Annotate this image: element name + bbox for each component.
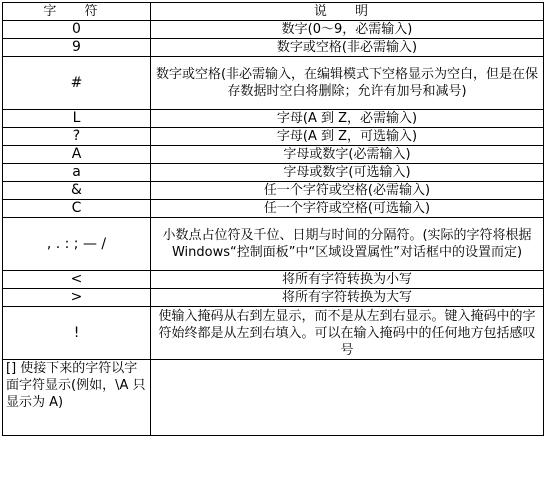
table-row [3,110,544,128]
table-row [3,164,544,182]
mask-char: ! [3,307,151,360]
mask-description: 字母或数字(必需输入) [151,146,544,164]
mask-char: 0 [3,21,151,39]
table-row [3,307,544,360]
mask-description: 使输入掩码从右到左显示，而不是从左到右显示。键入掩码中的字符始终都是从左到右填入。可以在输入掩码中的任何地方包括感叹号 [151,307,544,360]
header-char: 字 符 [3,3,151,21]
mask-char: L [3,110,151,128]
table-row [3,128,544,146]
mask-description: 数字或空格(非必需输入，在编辑模式下空格显示为空白，但是在保存数据时空白将删除；允许有加号和减号) [151,57,544,110]
mask-description: 字母(A 到 Z，必需输入) [151,110,544,128]
table-row [3,360,544,436]
table-row [3,218,544,271]
table-row [3,146,544,164]
mask-char: , . : ; — / [3,218,151,271]
mask-description: 将所有字符转换为大写 [151,289,544,307]
mask-description: 字母或数字(可选输入) [151,164,544,182]
table-row [3,57,544,110]
table-row [3,21,544,39]
mask-char: [] 使接下来的字符以字面字符显示(例如，\A 只显示为 A) [3,360,151,436]
table-row [3,39,544,57]
mask-char: ? [3,128,151,146]
table-header-row [3,3,544,21]
mask-char: # [3,57,151,110]
mask-char: A [3,146,151,164]
mask-description: 字母(A 到 Z，可选输入) [151,128,544,146]
mask-description: 任一个字符或空格(可选输入) [151,200,544,218]
mask-description: 任一个字符或空格(必需输入) [151,182,544,200]
mask-description: 小数点占位符及千位、日期与时间的分隔符。(实际的字符将根据 Windows“控制面板”中“区域设置属性”对话框中的设置而定) [151,218,544,271]
header-description: 说 明 [151,3,544,21]
table-row [3,182,544,200]
mask-char: a [3,164,151,182]
table-row [3,271,544,289]
mask-char: C [3,200,151,218]
mask-description [151,360,544,436]
table-row [3,200,544,218]
mask-char: 9 [3,39,151,57]
table-row [3,289,544,307]
mask-description: 数字或空格(非必需输入) [151,39,544,57]
mask-char: > [3,289,151,307]
mask-description: 将所有字符转换为小写 [151,271,544,289]
mask-description: 数字(0～9，必需输入) [151,21,544,39]
mask-char: & [3,182,151,200]
input-mask-table [2,2,544,436]
mask-char: < [3,271,151,289]
